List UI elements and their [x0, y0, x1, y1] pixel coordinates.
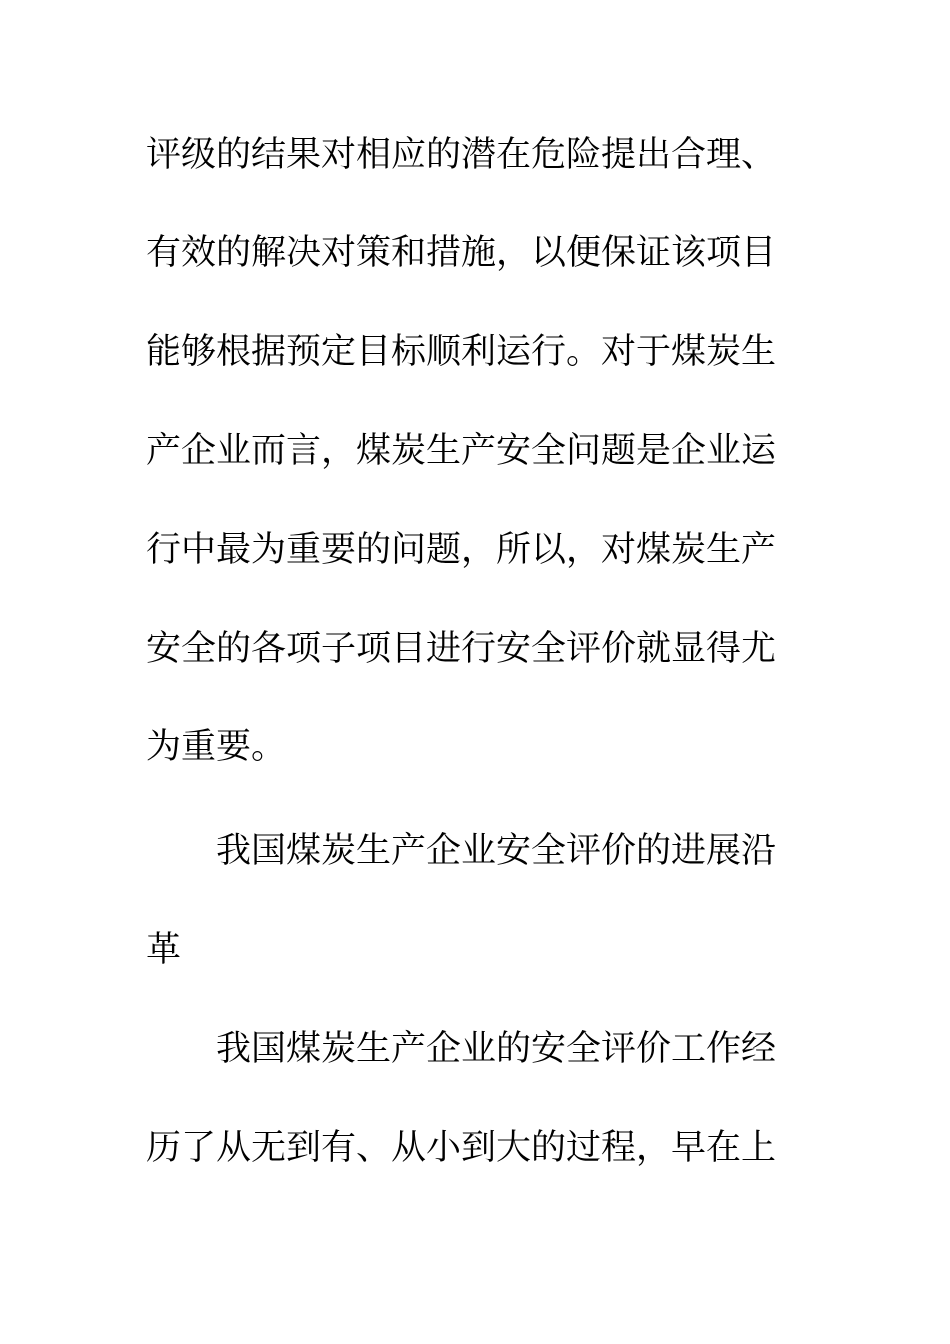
- body-text-line: 有效的解决对策和措施，以便保证该项目: [146, 233, 777, 273]
- body-text-line: 历了从无到有、从小到大的过程，早在上: [146, 1128, 777, 1168]
- section-heading-line: 我国煤炭生产企业安全评价的进展沿: [216, 831, 777, 871]
- body-text-line: 评级的结果对相应的潜在危险提出合理、: [146, 135, 777, 175]
- section-heading-line: 革: [146, 930, 182, 970]
- body-text-line: 我国煤炭生产企业的安全评价工作经: [216, 1029, 777, 1069]
- body-text-line: 安全的各项子项目进行安全评价就显得尤: [146, 629, 777, 669]
- body-text-line: 产企业而言，煤炭生产安全问题是企业运: [146, 431, 777, 471]
- body-text-line: 行中最为重要的问题，所以，对煤炭生产: [146, 530, 777, 570]
- body-text-line: 为重要。: [146, 727, 287, 767]
- body-text-line: 能够根据预定目标顺利运行。对于煤炭生: [146, 332, 777, 372]
